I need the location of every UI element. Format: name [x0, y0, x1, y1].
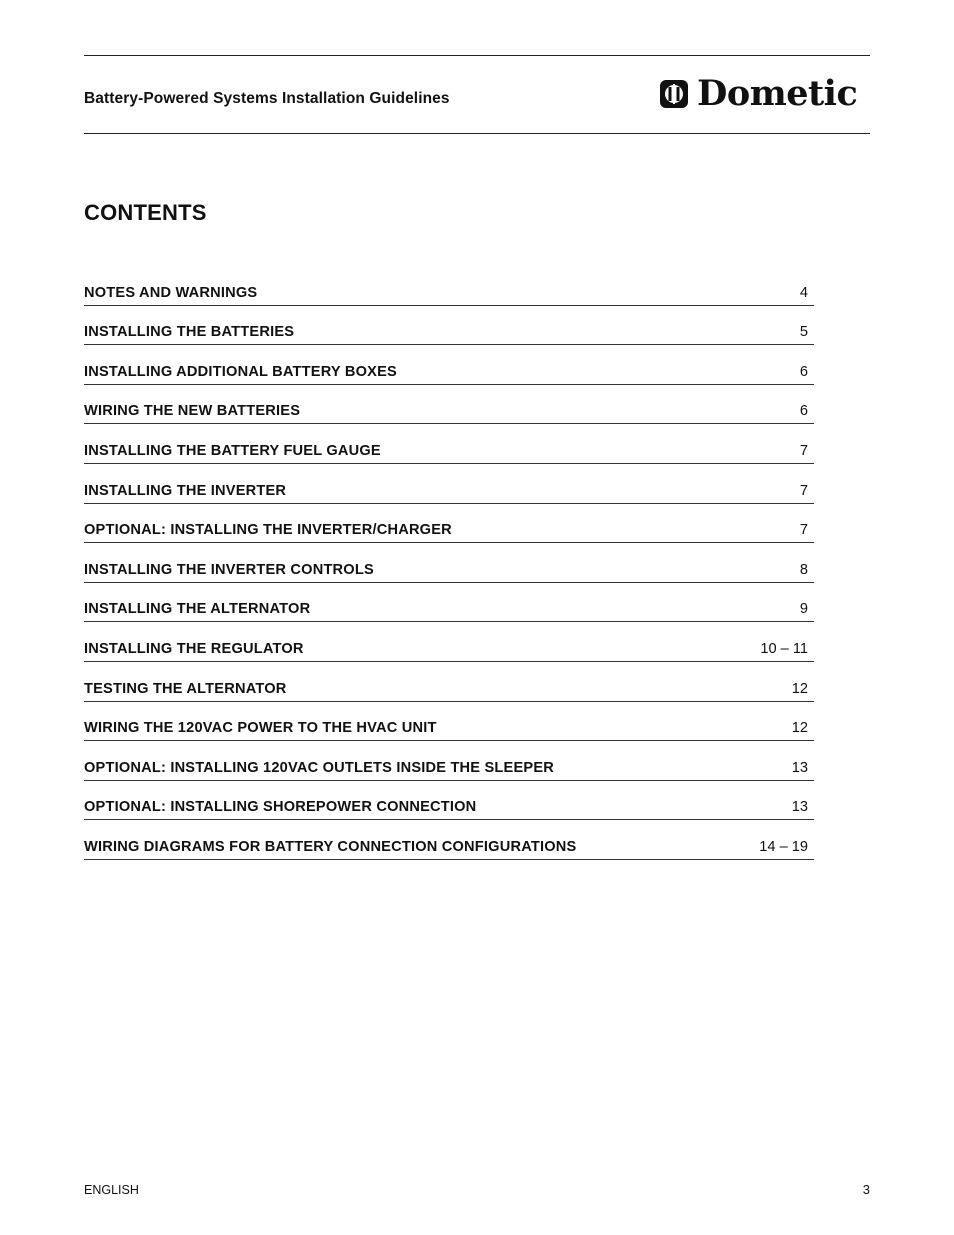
footer-language: ENGLISH: [84, 1183, 139, 1197]
toc-entry[interactable]: [84, 385, 814, 425]
toc-entry-title: WIRING THE 120VAC POWER TO THE HVAC UNIT: [84, 720, 437, 737]
toc-entry-title: INSTALLING THE INVERTER CONTROLS: [84, 561, 374, 578]
toc-entry-page: 13: [791, 759, 808, 776]
toc-entry-title: INSTALLING THE ALTERNATOR: [84, 601, 311, 618]
toc-entry-title: INSTALLING THE BATTERIES: [84, 324, 295, 341]
toc-entry-title: NOTES AND WARNINGS: [84, 284, 258, 301]
table-of-contents: [84, 266, 814, 860]
toc-entry[interactable]: [84, 622, 814, 662]
toc-entry[interactable]: [84, 504, 814, 544]
toc-entry-title: TESTING THE ALTERNATOR: [84, 680, 287, 697]
dometic-logo-mark-icon: [659, 79, 689, 109]
toc-entry-title: WIRING THE NEW BATTERIES: [84, 403, 301, 420]
toc-entry[interactable]: [84, 345, 814, 385]
toc-entry[interactable]: [84, 424, 814, 464]
toc-entry-title: OPTIONAL: INSTALLING THE INVERTER/CHARGER: [84, 522, 452, 539]
footer-page-number: 3: [862, 1182, 870, 1197]
toc-entry-page: 8: [799, 561, 808, 578]
toc-entry-title: INSTALLING ADDITIONAL BATTERY BOXES: [84, 363, 397, 380]
toc-entry[interactable]: [84, 543, 814, 583]
toc-entry-title: INSTALLING THE REGULATOR: [84, 640, 304, 657]
toc-entry[interactable]: [84, 781, 814, 821]
toc-entry-page: 7: [799, 482, 808, 499]
toc-entry-page: 4: [799, 284, 808, 301]
toc-entry-title: INSTALLING THE BATTERY FUEL GAUGE: [84, 442, 381, 459]
toc-entry-page: 6: [799, 363, 808, 380]
toc-entry-page: 10 – 11: [760, 640, 808, 657]
toc-entry-page: 7: [799, 442, 808, 459]
toc-entry[interactable]: [84, 266, 814, 306]
toc-entry-page: 7: [799, 522, 808, 539]
toc-entry[interactable]: [84, 662, 814, 702]
toc-entry-page: 14 – 19: [759, 838, 808, 855]
toc-entry[interactable]: [84, 464, 814, 504]
toc-entry[interactable]: [84, 741, 814, 781]
toc-entry-page: 9: [799, 601, 808, 618]
toc-entry-page: 12: [791, 720, 808, 737]
document-title: Battery-Powered Systems Installation Guidelines: [84, 90, 450, 107]
toc-entry[interactable]: [84, 583, 814, 623]
dometic-logo-text: Dometic: [697, 73, 858, 114]
toc-entry-title: INSTALLING THE INVERTER: [84, 482, 287, 499]
toc-entry[interactable]: [84, 702, 814, 742]
toc-entry-page: 6: [799, 403, 808, 420]
toc-entry-title: OPTIONAL: INSTALLING 120VAC OUTLETS INSIDE THE SLEEPER: [84, 759, 555, 776]
header-bottom-rule: [84, 133, 870, 134]
toc-entry[interactable]: [84, 820, 814, 860]
toc-entry-page: 5: [799, 324, 808, 341]
toc-entry-page: 13: [791, 799, 808, 816]
dometic-logo: [659, 73, 858, 114]
contents-heading: CONTENTS: [84, 200, 207, 225]
toc-entry-title: WIRING DIAGRAMS FOR BATTERY CONNECTION CONFIGURATIONS: [84, 838, 577, 855]
toc-entry-page: 12: [791, 680, 808, 697]
toc-entry-title: OPTIONAL: INSTALLING SHOREPOWER CONNECTION: [84, 799, 477, 816]
toc-entry[interactable]: [84, 306, 814, 346]
header-top-rule: [84, 55, 870, 56]
